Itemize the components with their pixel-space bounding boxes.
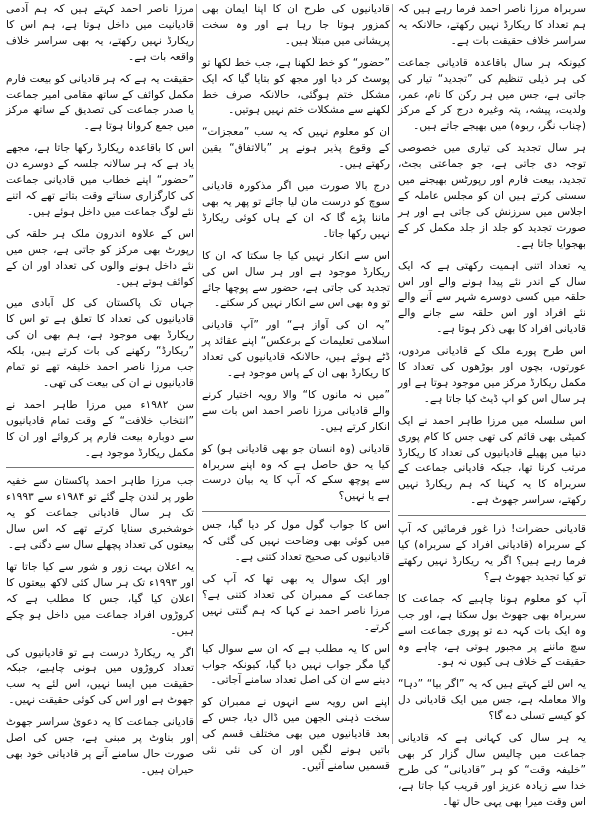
section-divider	[202, 511, 390, 512]
paragraph: آپ کو معلوم ہونا چاہیے کہ جماعت کا سربراہ بھی جھوٹ بول سکتا ہے، اور جب وہ ایک بات کہہ دے تو پوری جماعت اسے سچ ماننے پر مجبور ہوتی ہے، چاہے وہ حقیقت کے خلاف ہی کیوں نہ ہو۔	[398, 592, 586, 669]
paragraph: قادیانی جماعت کا یہ دعویٰ سراسر جھوٹ اور بناوٹ پر مبنی ہے، جس کی اصل صورت حال سامنے آنے پر قادیانی خود بھی حیران ہیں۔	[6, 716, 194, 776]
column-right	[398, 2, 586, 817]
paragraph: ”یہ ان کی آواز ہے“ اور ”آپ قادیانی اسلامی تعلیمات کے برعکس“ اپنے عقائد پر ڈٹے ہوئے ہیں، حالانکہ قادیانیوں کی تعداد کا ریکارڈ بھی ان کے پاس موجود ہے۔	[202, 319, 390, 380]
paragraph: اور ایک سوال یہ بھی تھا کہ آپ کی جماعت کے ممبران کی تعداد کتنی ہے؟ مرزا ناصر احمد نے کہا کہ ہم گنتی نہیں کرتے۔	[202, 573, 390, 633]
section-divider	[398, 515, 586, 516]
paragraph: ہر سال تجدید کی تیاری میں خصوصی توجہ دی جاتی ہے، جو جماعتی بجٹ، تجدید، بیعت فارم اور رپورٹس بھیجنے میں سستی کرتے ہیں ان کو مجلس عاملہ کے اجلاس میں سرزنش کی جاتی ہے اور ہر صورت تجدید کو جلد از جلد مکمل کر کے بھجوایا جاتا ہے۔	[398, 142, 586, 250]
paragraph: سن ۱۹۸۲ء میں مرزا طاہر احمد نے ”انتخاب خلافت“ کے وقت تمام قادیانیوں سے دوبارہ بیعت فارم پر کروائے اور ان کا مکمل ریکارڈ موجود ہے۔	[6, 398, 194, 459]
paragraph: کیونکہ ہر سال باقاعدہ قادیانی جماعت کی ہر ذیلی تنظیم کی ”تجدید“ تیار کی جاتی ہے، جس میں ہر رکن کا نام، عمر، ولدیت، پیشہ، پتہ وغیرہ درج کر کے مرکز (چناب نگر، ربوہ) میں بھیجے جاتے ہیں۔	[398, 56, 586, 133]
paragraph: درج بالا صورت میں اگر مذکورہ قادیانی سوچ کو درست مان لیا جائے تو پھر یہ بھی ماننا پڑے گا کہ ان کے ہاں کوئی ریکارڈ نہیں رکھا جاتا۔	[202, 180, 390, 240]
column-middle	[202, 2, 390, 781]
paragraph: سربراہ مرزا ناصر احمد فرما رہے ہیں کہ ہم تعداد کا ریکارڈ نہیں رکھتے، حالانکہ یہ سراسر خلاف حقیقت بات ہے۔	[398, 3, 586, 47]
paragraph: یہ تعداد اتنی اہمیت رکھتی ہے کہ ایک سال کے اندر نئے پیدا ہونے والے اور اس حلقہ میں کسی دوسرے شہر سے آنے والے نئے افراد اور اس حلقہ سے جانے والے قادیانی افراد کا بھی ذکر ہوتا ہے۔	[398, 259, 586, 336]
paragraph: ”حضور“ کو خط لکھنا ہے، جب خط لکھا تو پوسٹ کر دیا اور مجھ کو بتایا گیا کہ ایک مشکل ختم ہوگئی، حالانکہ صرف خط لکھنے سے مشکلات ختم نہیں ہوتیں۔	[202, 56, 390, 117]
column-divider	[196, 4, 197, 744]
paragraph: مرزا ناصر احمد کہتے ہیں کہ ہم آدمی قادیانیت میں داخل ہوتا ہے، ہم اس کا ریکارڈ نہیں رکھتے، یہ بھی سراسر خلاف واقعہ بات ہے۔	[6, 3, 194, 63]
paragraph: قادیانی (وہ انسان جو بھی قادیانی ہو) کو کیا یہ حق حاصل ہے کہ وہ اپنے سربراہ سے پوچھ سکے کہ آپ کا یہ بیان درست ہے یا نہیں؟	[202, 442, 390, 503]
column-divider	[392, 4, 393, 744]
paragraph: جہاں تک پاکستان کی کل آبادی میں قادیانیوں کی تعداد کا تعلق ہے تو اس کا ریکارڈ بھی موجود ہے، ہم بھی ان کی ”ریکارڈ“ رکھنے کی بات کرتے ہیں، بلکہ جب مرزا ناصر احمد خلیفہ تھے تو تمام قادیانیوں نے ان کی بیعت کی تھی۔	[6, 297, 194, 389]
paragraph: یہ ہر سال کی کہانی ہے کہ قادیانی جماعت میں چالیس سال گزار کر بھی ”خلیفہ وقت“ کو ہر ”قادیانی“ کی طرح خدا سے زیادہ عزیز اور قریب کیا جاتا ہے، اس وقت میرا بھی یہی حال تھا۔	[398, 732, 586, 808]
paragraph: اس کے علاوہ اندرون ملک ہر حلقہ کی رپورٹ بھی مرکز کو جاتی ہے، جس میں نئے داخل ہونے والوں کی تعداد اور ان کے کوائف ہوتے ہیں۔	[6, 227, 194, 288]
paragraph: اس کا باقاعدہ ریکارڈ رکھا جاتا ہے، مجھے یاد ہے کہ ہر سالانہ جلسہ کے دوسرے دن ”حضور“ اپنے خطاب میں قادیانی جماعت کی کارگزاری سناتے وقت بتاتے تھے کہ اتنے نئے لوگ جماعت میں داخل ہوئے ہیں۔	[6, 142, 194, 218]
section-divider	[6, 467, 194, 468]
paragraph: اس سلسلہ میں مرزا طاہر احمد نے ایک کمیٹی بھی قائم کی تھی جس کا کام پوری دنیا میں پھیلے قادیانیوں کی تعداد کا ریکارڈ مرتب کرنا تھا، جبکہ قادیانی جماعت کے سربراہ کا یہ کہنا کہ ہم ریکارڈ نہیں رکھتے، سراسر جھوٹ ہے۔	[398, 414, 586, 507]
paragraph: اس کا یہ مطلب ہے کہ ان سے سوال کیا گیا مگر جواب نہیں دیا گیا، کیونکہ جواب دینے سے ان کی اصل تعداد سامنے آجاتی۔	[202, 642, 390, 687]
paragraph: اس کا جواب گول مول کر دیا گیا، جس میں کوئی بھی وضاحت نہیں کی گئی کہ قادیانیوں کی صحیح تعداد کتنی ہے۔	[202, 519, 390, 564]
paragraph: قادیانی حضرات! ذرا غور فرمائیں کہ آپ کے سربراہ (قادیانی افراد کے سربراہ) کیا فرما رہے ہیں؟ اگر یہ ریکارڈ نہیں رکھتے تو کیا تجدید جھوٹ ہے؟	[398, 523, 586, 583]
paragraph: جب مرزا طاہر احمد پاکستان سے خفیہ طور پر لندن چلے گئے تو ۱۹۸۴ء سے ۱۹۹۳ء تک ہر سال قادیانی جماعت کو یہ خوشخبری سنایا کرتے تھے کہ اس سال بیعتوں کی تعداد پچھلے سال سے دگنی ہے۔	[6, 475, 194, 552]
paragraph: قادیانیوں کی طرح ان کا اپنا ایمان بھی کمزور ہوتا جا رہا ہے اور وہ سخت پریشانی میں مبتلا ہیں۔	[202, 3, 390, 47]
paragraph: یہ اس لئے کہتے ہیں کہ یہ ”اگر بیا“ ”دہا“ والا معاملہ ہے، جس میں ایک قادیانی دل کو کیسے تسلی دے گا؟	[398, 678, 586, 723]
paragraph: حقیقت یہ ہے کہ ہر قادیانی کو بیعت فارم مکمل کوائف کے ساتھ مقامی امیر جماعت یا صدر جماعت کی تصدیق کے ساتھ مرکز میں جمع کروانا ہوتا ہے۔	[6, 72, 194, 133]
paragraph: اپنے اس رویہ سے انہوں نے ممبران کو سخت ذہنی الجھن میں ڈال دیا، جس کے بعد قادیانیوں میں بھی مختلف قسم کی باتیں ہونے لگیں اور ان کی نئی نئی قسمیں سامنے آئیں۔	[202, 696, 390, 772]
paragraph: ان کو معلوم نہیں کہ یہ سب ”معجزات“ کے وقوع پذیر ہونے پر ”بالاتفاق“ یقین رکھتے ہیں۔	[202, 126, 390, 171]
paragraph: اس سے انکار نہیں کیا جا سکتا کہ ان کا ریکارڈ موجود ہے اور ہر سال اس کی تجدید کی جاتی ہے، حضور سے پوچھا جائے تو وہ بھی اس سے انکار نہیں کر سکتے۔	[202, 249, 390, 310]
paragraph: اگر یہ ریکارڈ درست ہے تو قادیانیوں کی تعداد کروڑوں میں ہونی چاہیے، جبکہ حقیقت میں ایسا نہیں، اس لئے یہ سب جھوٹ ہے اور اس کی کوئی حقیقت نہیں۔	[6, 646, 194, 707]
paragraph: اس طرح پورے ملک کے قادیانی مردوں، عورتوں، بچوں اور بوڑھوں کی تعداد کا مکمل ریکارڈ مرکز میں موجود ہوتا ہے اور ہر سال اس کو اپ ڈیٹ کیا جاتا ہے۔	[398, 345, 586, 405]
column-left	[6, 2, 194, 785]
paragraph: یہ اعلان بہت زور و شور سے کیا جاتا تھا اور ۱۹۹۳ء تک ہر سال کئی لاکھ بیعتوں کا اعلان کیا گیا، جس کا مطلب ہے کہ کروڑوں افراد جماعت میں داخل ہو چکے ہیں۔	[6, 561, 194, 637]
paragraph: ”میں نہ مانوں کا“ والا رویہ اختیار کرنے والے قادیانی مرزا ناصر احمد اس بات سے انکار کرتے ہیں۔	[202, 388, 390, 433]
